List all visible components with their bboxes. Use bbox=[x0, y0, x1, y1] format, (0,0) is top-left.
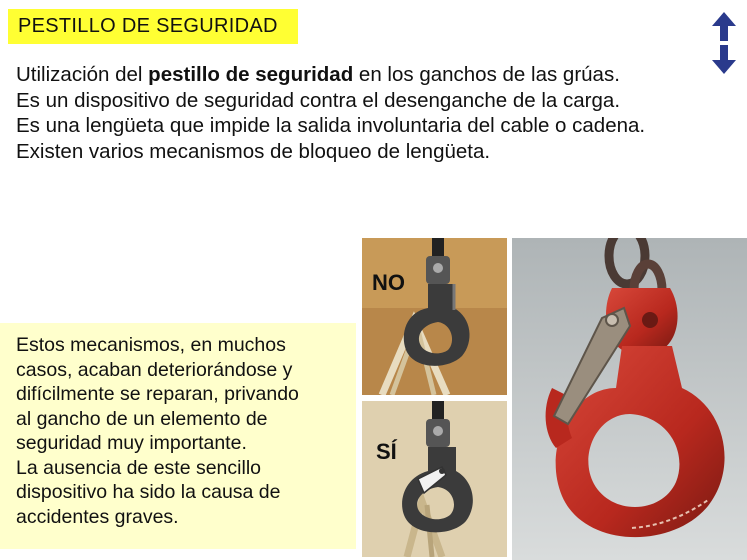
warning-box bbox=[0, 323, 356, 549]
intro-line-3: Es una lengüeta que impide la salida involuntaria del cable o cadena. bbox=[16, 114, 646, 137]
warning-line: accidentes graves. bbox=[16, 505, 179, 528]
warning-line: casos, acaban deteriorándose y bbox=[16, 358, 293, 381]
intro-line-2: Es un dispositivo de seguridad contra el desenganche de la carga. bbox=[16, 88, 621, 112]
intro-line-4: Existen varios mecanismos de bloqueo de lengüeta. bbox=[16, 139, 491, 163]
si-label: SÍ bbox=[376, 439, 397, 464]
red-hook-photo bbox=[512, 238, 747, 560]
hook-with-latch-illustration bbox=[362, 401, 507, 557]
warning-line: al gancho de un elemento de bbox=[16, 407, 268, 430]
up-arrow-icon[interactable] bbox=[706, 10, 742, 43]
warning-line: seguridad muy importante. bbox=[16, 432, 247, 454]
hook-without-latch-illustration bbox=[362, 238, 507, 395]
warning-line: La ausencia de este sencillo bbox=[16, 456, 261, 479]
warning-line: dispositivo ha sido la causa de bbox=[16, 481, 281, 503]
slide-navigation bbox=[706, 10, 742, 76]
warning-line: Estos mecanismos, en muchos bbox=[16, 334, 286, 356]
warning-line: difícilmente se reparan, privando bbox=[16, 383, 299, 405]
slide-title: PESTILLO DE SEGURIDAD bbox=[8, 9, 298, 44]
intro-line-1: Utilización del pestillo de seguridad en los ganchos de las grúas. bbox=[16, 63, 620, 86]
intro-text bbox=[16, 62, 706, 164]
no-label: NO bbox=[372, 270, 405, 295]
down-arrow-icon[interactable] bbox=[706, 43, 742, 76]
